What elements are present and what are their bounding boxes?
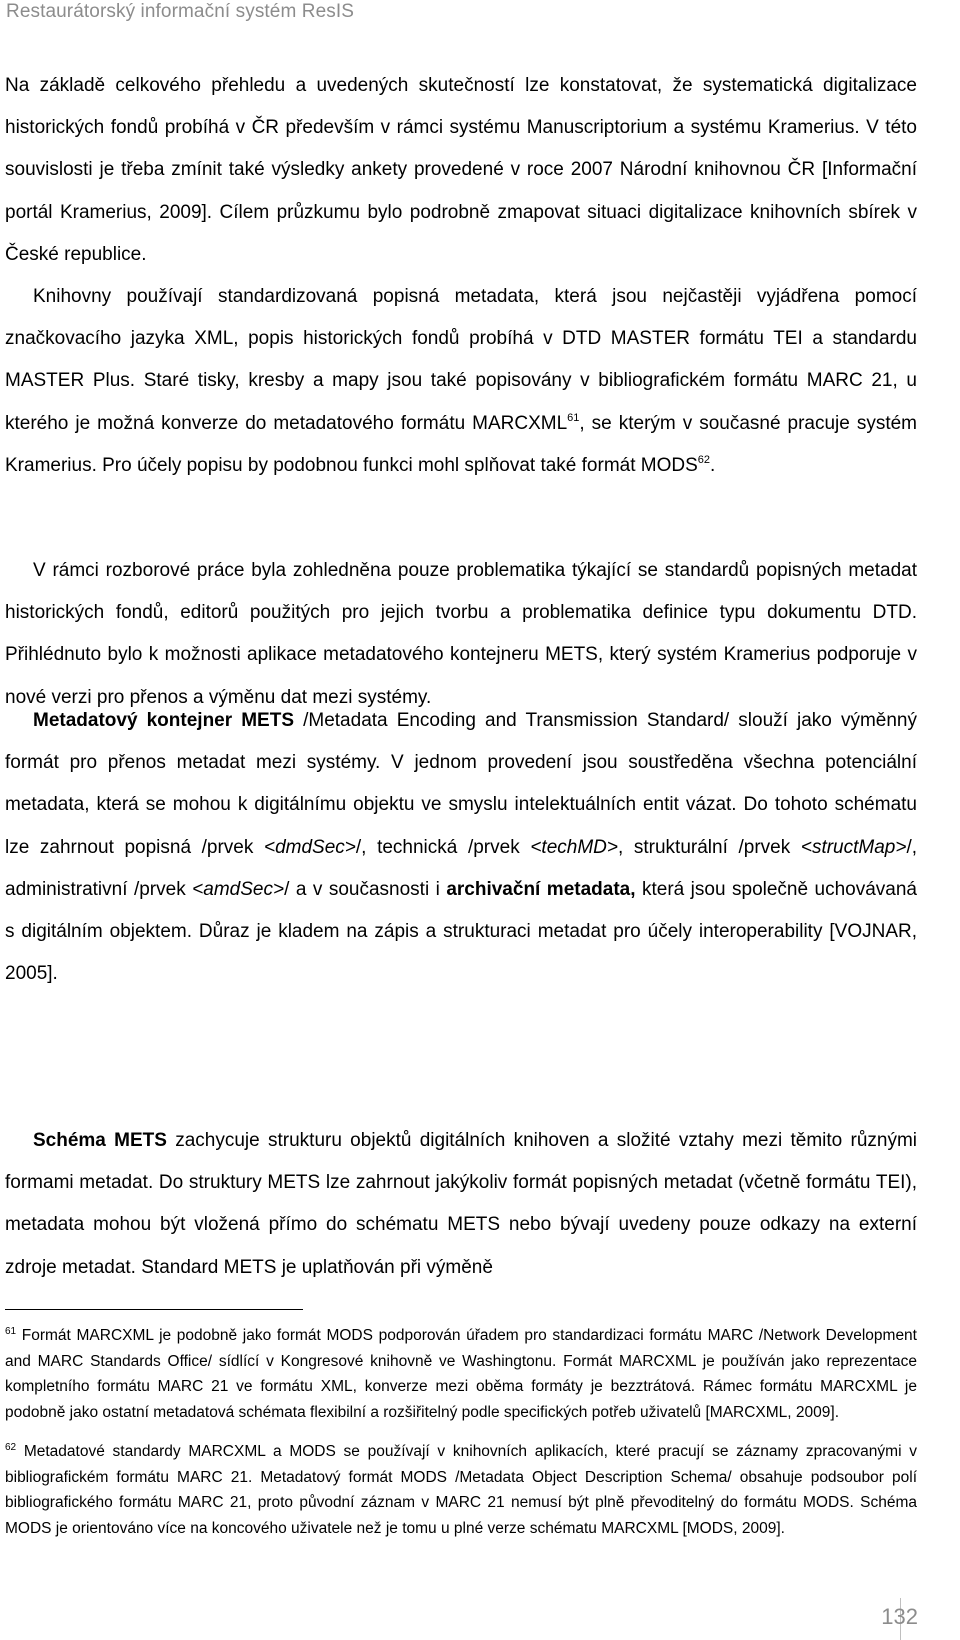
paragraph-analysis-scope: V rámci rozborové práce byla zohledněna pouze problematika týkající se standardů popisných metadat historických fondů, editorů použitých pro jejich tvorbu a problematika definice typu dokumentu DTD. Přihlédnuto bylo k možnosti aplikace metadatového kontejneru METS, který systém Kramerius podporuje v nové verzi pro přenos a výměnu dat mezi systémy. <box>5 560 917 708</box>
code-structmap: <structMap> <box>800 836 907 858</box>
code-dmdsec: <dmdSec> <box>264 836 356 858</box>
paragraph-text: . <box>710 454 716 476</box>
running-header: Restaurátorský informační systém ResIS <box>6 1 355 22</box>
code-techmd: <techMD> <box>530 836 618 858</box>
paragraph-text: zachycuje strukturu objektů digitálních knihoven a složité vztahy mezi těmito různými formami metadat. Do struktury METS lze zahrnout jakýkoliv formát popisných metadat (včetně formátu TEI), metadata mohou být vložená přímo do schématu METS nebo bývají uvedeny pouze odkazy na externí zdroje metadat. Standard METS je uplatňován při výměně <box>5 1130 917 1278</box>
page-number: 132 <box>881 1604 918 1629</box>
term-mets-container: Metadatový kontejner METS <box>33 710 295 731</box>
paragraph-mets-schema <box>5 1120 917 1289</box>
footnote-61 <box>5 1323 917 1425</box>
code-amdsec: <amdSec> <box>192 878 285 900</box>
footnote-text: Formát MARCXML je podobně jako formát MODS podporován úřadem pro standardizaci formátu MARC /Network Development and MARC Standards Office/ sídlící v Kongresové knihovně ve Washingtonu. Formát MARCXML je používán jako reprezentace kompletního formátu MARC 21 ve formátu XML, konverze mezi oběma formáty je bezztrátová. Rámec formátu MARCXML je podobně jako ostatní metadatová schémata flexibilní a rozšiřitelný podle specifických potřeb uživatelů [MARCXML, 2009]. <box>5 1327 917 1421</box>
paragraph-text: , se kterým v současné pracuje systém Kramerius. Pro účely popisu by podobnou funkci mohl splňovat také formát MODS <box>5 412 918 476</box>
paragraph-text: / a v současnosti i <box>284 878 447 900</box>
paragraph-digitization-overview: Na základě celkového přehledu a uvedených skutečností lze konstatovat, že systematická digitalizace historických fondů probíhá v ČR především v rámci systému Manuscriptorium a systému Kramerius. V této souvislosti je třeba zmínit také výsledky ankety provedené v roce 2007 Národní knihovnou ČR [Informační portál Kramerius, 2009]. Cílem průzkumu bylo podrobně zmapovat situaci digitalizace knihovních sbírek v České republice. <box>5 75 917 265</box>
footnote-ref-61[interactable]: 61 <box>567 411 580 424</box>
paragraph-text: která jsou společně uchovávaná s digitálním objektem. Důraz je kladem na zápis a strukturaci metadat pro účely interoperability [VOJNAR, 2005]. <box>5 878 917 985</box>
paragraph-text: /Metadata Encoding and Transmission Standard/ slouží jako výměnný formát pro přenos metadat mezi systémy. V jednom provedení jsou soustředěna všechna potenciální metadata, která se mohou k digitálnímu objektu ve smyslu intelektuálních entit vázat. Do tohoto schématu lze zahrnout popisná /prvek <box>5 710 917 858</box>
term-mets-schema: Schéma METS <box>33 1130 167 1151</box>
footnote-mark: 61 <box>5 1326 17 1337</box>
footnote-ref-62[interactable]: 62 <box>697 453 711 466</box>
paragraph-metadata-standards <box>5 276 917 487</box>
paragraph-text: /, technická /prvek <box>355 836 531 858</box>
footnote-mark: 62 <box>5 1442 17 1453</box>
term-archival-metadata: archivační metadata, <box>446 878 636 900</box>
paragraph-text: /, administrativní /prvek <box>5 836 918 900</box>
footnote-62 <box>5 1439 917 1541</box>
paragraph-text: , strukturální /prvek <box>617 836 801 858</box>
footnote-text: Metadatové standardy MARCXML a MODS se používají v knihovních aplikacích, které pracují se záznamy zpracovanými v bibliografickém formátu MARC 21. Metadatový formát MODS /Metadata Object Description Schema/ obsahuje podsoubor polí bibliografického formátu MARC 21, proto původní záznam v MARC 21 nemusí být plně převoditelný do formátu MODS. Schéma MODS je orientováno více na koncového uživatele než je tomu u plné verze schématu MARCXML [MODS, 2009]. <box>5 1443 917 1537</box>
footnote-separator <box>5 1309 303 1310</box>
paragraph-mets-container <box>5 700 917 995</box>
paragraph-text: Knihovny používají standardizovaná popisná metadata, která jsou nejčastěji vyjádřena pomocí značkovacího jazyka XML, popis historických fondů probíhá v DTD MASTER formátu TEI a standardu MASTER Plus. Staré tisky, kresby a mapy jsou také popisovány v bibliografickém formátu MARC 21, u kterého je možná konverze do metadatového formátu MARCXML <box>5 286 917 434</box>
